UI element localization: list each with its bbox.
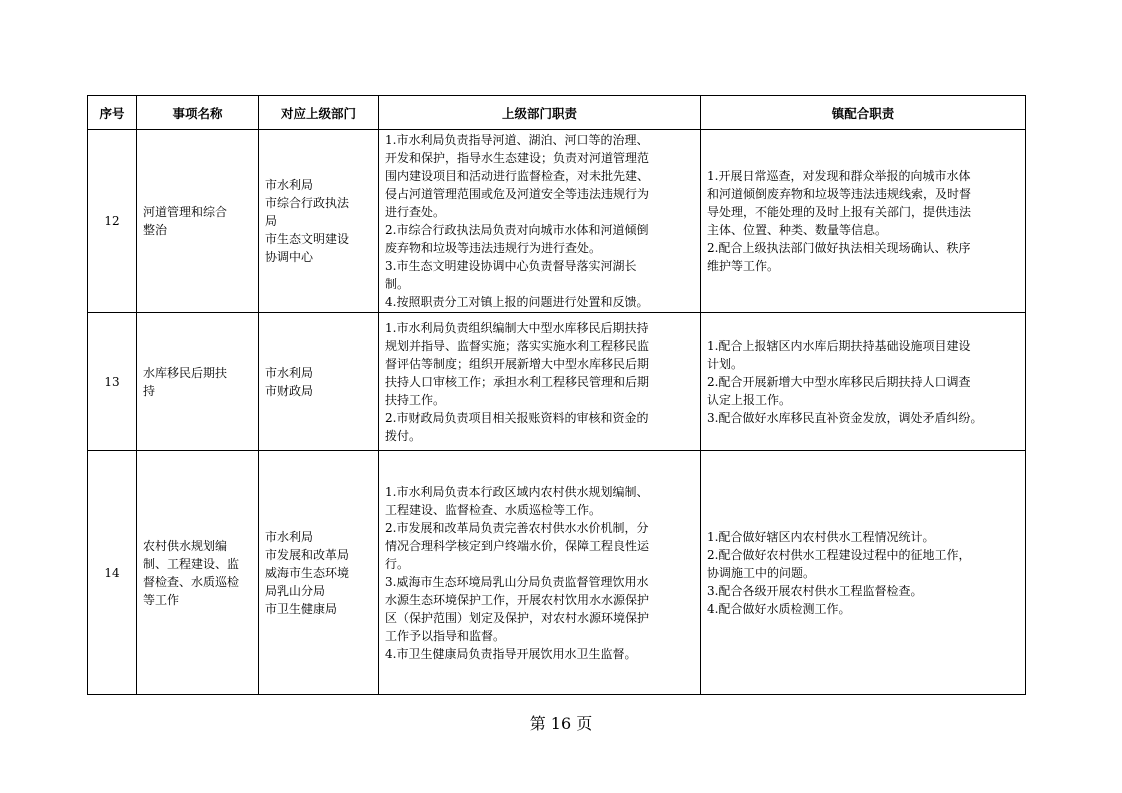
page-number: 第 16 页 — [529, 714, 593, 733]
department-line: 市水利局 — [265, 529, 314, 544]
duty-line: 4.按照职责分工对镇上报的问题进行处置和反馈。 — [385, 295, 649, 309]
row-number: 12 — [88, 130, 137, 313]
town-duty-line: 1.开展日常巡查，对发现和群众举报的向城市水体 — [707, 169, 971, 183]
table-row — [88, 130, 1026, 313]
duty-line: 4.市卫生健康局负责指导开展饮用水卫生监督。 — [385, 646, 637, 661]
item-name-cell — [137, 130, 259, 313]
item-name-line: 整治 — [143, 223, 168, 237]
header-department: 对应上级部门 — [259, 96, 379, 130]
duty-line: 2.市财政局负责项目相关报账资料的审核和资金的 — [385, 410, 649, 425]
town-duty-line: 3.配合各级开展农村供水工程监督检查。 — [707, 583, 923, 598]
duty-line: 水源生态环境保护工作，开展农村饮用水水源保护 — [385, 592, 650, 607]
table-row — [88, 313, 1026, 451]
duty-line: 扶持工作。 — [385, 392, 446, 407]
town-duty-line: 3.配合做好水库移民直补资金发放，调处矛盾纠纷。 — [707, 410, 983, 425]
duty-line: 2.市综合行政执法局负责对向城市水体和河道倾倒 — [385, 223, 649, 237]
department-cell — [259, 313, 379, 451]
department-line: 协调中心 — [265, 250, 314, 264]
duty-line: 围内建设项目和活动进行监督检查，对未批先建、 — [385, 169, 650, 183]
town-duty-line: 认定上报工作。 — [707, 392, 792, 407]
item-name-line: 制、工程建设、监 — [143, 556, 240, 571]
item-name-line: 督检查、水质巡检 — [143, 574, 240, 589]
town-duties-cell — [701, 313, 1026, 451]
town-duty-line: 1.配合做好辖区内农村供水工程情况统计。 — [707, 529, 935, 544]
duty-line: 规划并指导、监督实施；落实实施水利工程移民监 — [385, 338, 650, 353]
town-duty-line: 4.配合做好水质检测工作。 — [707, 601, 851, 616]
duty-line: 进行查处。 — [385, 205, 446, 219]
header-item-name: 事项名称 — [137, 96, 259, 130]
superior-duties-cell — [379, 451, 701, 695]
town-duties-cell — [701, 451, 1026, 695]
department-line: 市综合行政执法 — [265, 196, 350, 210]
duty-line: 1.市水利局负责本行政区域内农村供水规划编制、 — [385, 484, 649, 499]
row-number: 14 — [88, 451, 137, 695]
department-line: 市卫生健康局 — [265, 601, 338, 616]
department-line: 局乳山分局 — [265, 583, 326, 598]
item-name-cell — [137, 451, 259, 695]
duty-line: 2.市发展和改革局负责完善农村供水水价机制，分 — [385, 520, 649, 535]
town-duty-line: 导处理，不能处理的及时上报有关部门，提供违法 — [707, 205, 972, 219]
duty-line: 1.市水利局负责组织编制大中型水库移民后期扶持 — [385, 320, 649, 335]
duty-line: 工作予以指导和监督。 — [385, 628, 506, 643]
table-header-row — [88, 96, 1026, 130]
row-number: 13 — [88, 313, 137, 451]
department-line: 局 — [265, 214, 278, 228]
town-duty-line: 和河道倾倒废弃物和垃圾等违法违规线索，及时督 — [707, 187, 972, 201]
town-duty-line: 计划。 — [707, 356, 744, 371]
duty-line: 情况合理科学核定到户终端水价，保障工程良性运 — [385, 538, 650, 553]
town-duty-line: 维护等工作。 — [707, 259, 780, 273]
department-line: 市生态文明建设 — [265, 232, 350, 246]
duty-line: 废弃物和垃圾等违法违规行为进行查处。 — [385, 241, 602, 255]
table-row — [88, 451, 1026, 695]
item-name-line: 水库移民后期扶 — [143, 365, 228, 380]
department-line: 市水利局 — [265, 365, 314, 380]
item-name-line: 持 — [143, 383, 156, 398]
duty-line: 扶持人口审核工作；承担水利工程移民管理和后期 — [385, 374, 650, 389]
duty-line: 1.市水利局负责指导河道、湖泊、河口等的治理、 — [385, 133, 649, 147]
item-name-line: 河道管理和综合 — [143, 205, 228, 219]
duty-line: 工程建设、监督检查、水质巡检等工作。 — [385, 502, 602, 517]
duty-line: 侵占河道管理范围或危及河道安全等违法违规行为 — [385, 187, 650, 201]
duty-line: 制。 — [385, 277, 410, 291]
department-line: 市水利局 — [265, 178, 314, 192]
item-name-line: 等工作 — [143, 592, 180, 607]
department-cell — [259, 130, 379, 313]
duty-line: 开发和保护，指导水生态建设；负责对河道管理范 — [385, 151, 650, 165]
department-cell — [259, 451, 379, 695]
duty-line: 区（保护范围）划定及保护，对农村水源环境保护 — [385, 610, 650, 625]
item-name-cell — [137, 313, 259, 451]
header-superior-duties: 上级部门职责 — [379, 96, 701, 130]
town-duty-line: 1.配合上报辖区内水库后期扶持基础设施项目建设 — [707, 338, 971, 353]
duty-line: 拨付。 — [385, 428, 422, 443]
department-line: 市财政局 — [265, 383, 314, 398]
town-duty-line: 主体、位置、种类、数量等信息。 — [707, 223, 888, 237]
header-town-duties: 镇配合职责 — [701, 96, 1026, 130]
header-seq: 序号 — [88, 96, 137, 130]
duty-line: 督评估等制度；组织开展新增大中型水库移民后期 — [385, 356, 650, 371]
town-duty-line: 2.配合开展新增大中型水库移民后期扶持人口调查 — [707, 374, 971, 389]
duty-line: 3.市生态文明建设协调中心负责督导落实河湖长 — [385, 259, 637, 273]
town-duty-line: 协调施工中的问题。 — [707, 565, 816, 580]
town-duty-line: 2.配合上级执法部门做好执法相关现场确认、秩序 — [707, 241, 971, 255]
duty-table — [87, 95, 1026, 695]
duty-line: 3.威海市生态环境局乳山分局负责监督管理饮用水 — [385, 574, 649, 589]
duty-line: 行。 — [385, 556, 410, 571]
department-line: 威海市生态环境 — [265, 565, 350, 580]
town-duties-cell — [701, 130, 1026, 313]
superior-duties-cell — [379, 313, 701, 451]
town-duty-line: 2.配合做好农村供水工程建设过程中的征地工作， — [707, 547, 971, 562]
department-line: 市发展和改革局 — [265, 547, 350, 562]
superior-duties-cell — [379, 130, 701, 313]
item-name-line: 农村供水规划编 — [143, 538, 228, 553]
